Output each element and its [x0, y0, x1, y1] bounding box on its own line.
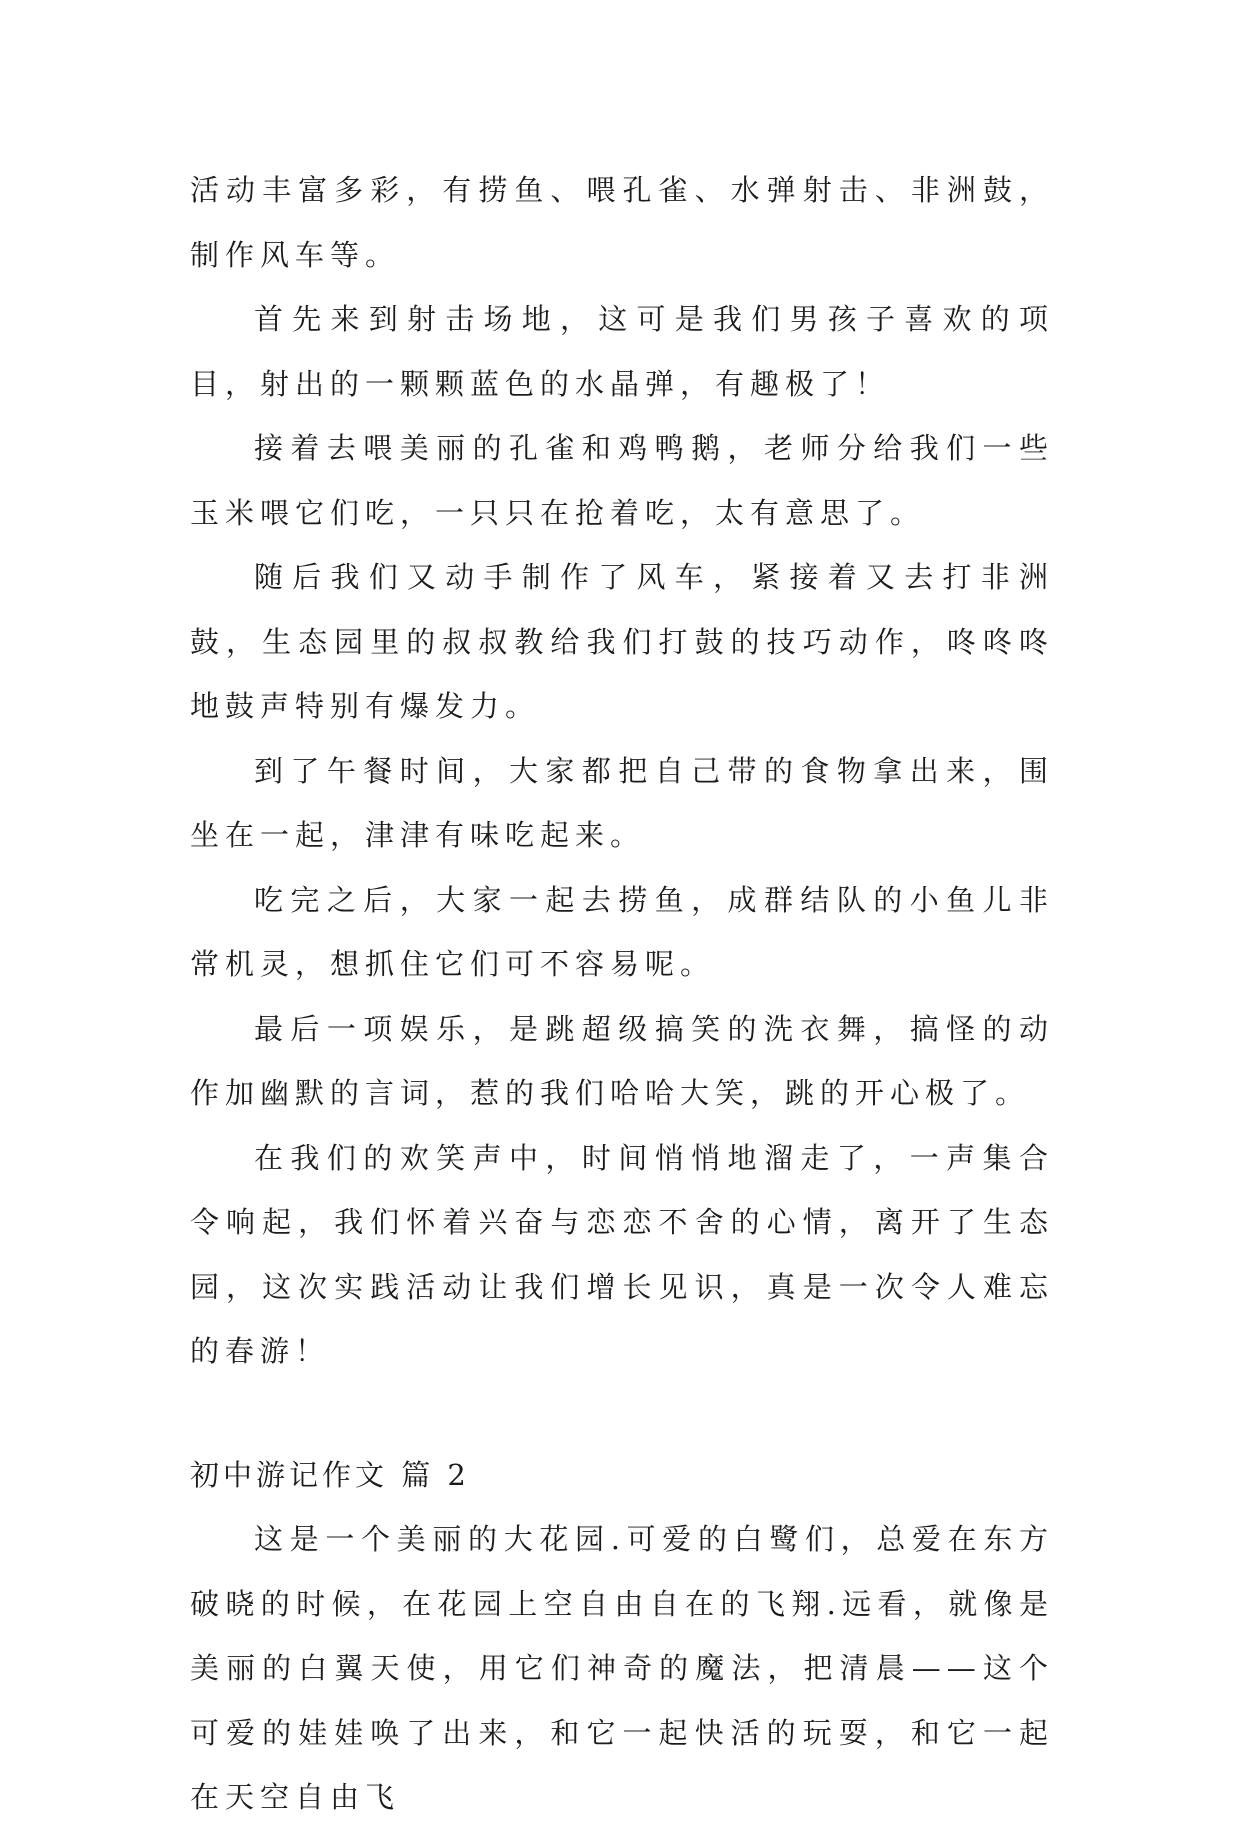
paragraph-garden: 这是一个美丽的大花园.可爱的白鹭们，总爱在东方破晓的时候，在花园上空自由自在的飞翔.远看，就像是美丽的白翼天使，用它们神奇的魔法，把清晨——这个可爱的娃娃唤了出来，和它一起快活的玩耍，和它一起在天空自由飞 — [190, 1522, 1054, 1814]
paragraph-lunch: 到了午餐时间，大家都把自己带的食物拿出来，围坐在一起，津津有味吃起来。 — [190, 753, 1054, 852]
paragraph-windmill-drum: 随后我们又动手制作了风车，紧接着又去打非洲鼓，生态园里的叔叔教给我们打鼓的技巧动作，咚咚咚地鼓声特别有爆发力。 — [190, 560, 1054, 723]
paragraph-shooting: 首先来到射击场地，这可是我们男孩子喜欢的项目，射出的一颗颗蓝色的水晶弹，有趣极了！ — [190, 302, 1054, 401]
section-title: 初中游记作文 篇 2 — [190, 1457, 470, 1492]
paragraph-fishing: 吃完之后，大家一起去捞鱼，成群结队的小鱼儿非常机灵，想抓住它们可不容易呢。 — [190, 882, 1054, 981]
paragraph-dance: 最后一项娱乐，是跳超级搞笑的洗衣舞，搞怪的动作加幽默的言词，惹的我们哈哈大笑，跳的开心极了。 — [190, 1011, 1054, 1110]
paragraph-peacock: 接着去喂美丽的孔雀和鸡鸭鹅，老师分给我们一些玉米喂它们吃，一只只在抢着吃，太有意思了。 — [190, 431, 1054, 530]
document-page — [190, 158, 1054, 1830]
paragraph-ending: 在我们的欢笑声中，时间悄悄地溜走了，一声集合令响起，我们怀着兴奋与恋恋不舍的心情，离开了生态园，这次实践活动让我们增长见识，真是一次令人难忘的春游！ — [190, 1140, 1054, 1368]
paragraph-continuation: 活动丰富多彩，有捞鱼、喂孔雀、水弹射击、非洲鼓，制作风车等。 — [190, 173, 1054, 272]
